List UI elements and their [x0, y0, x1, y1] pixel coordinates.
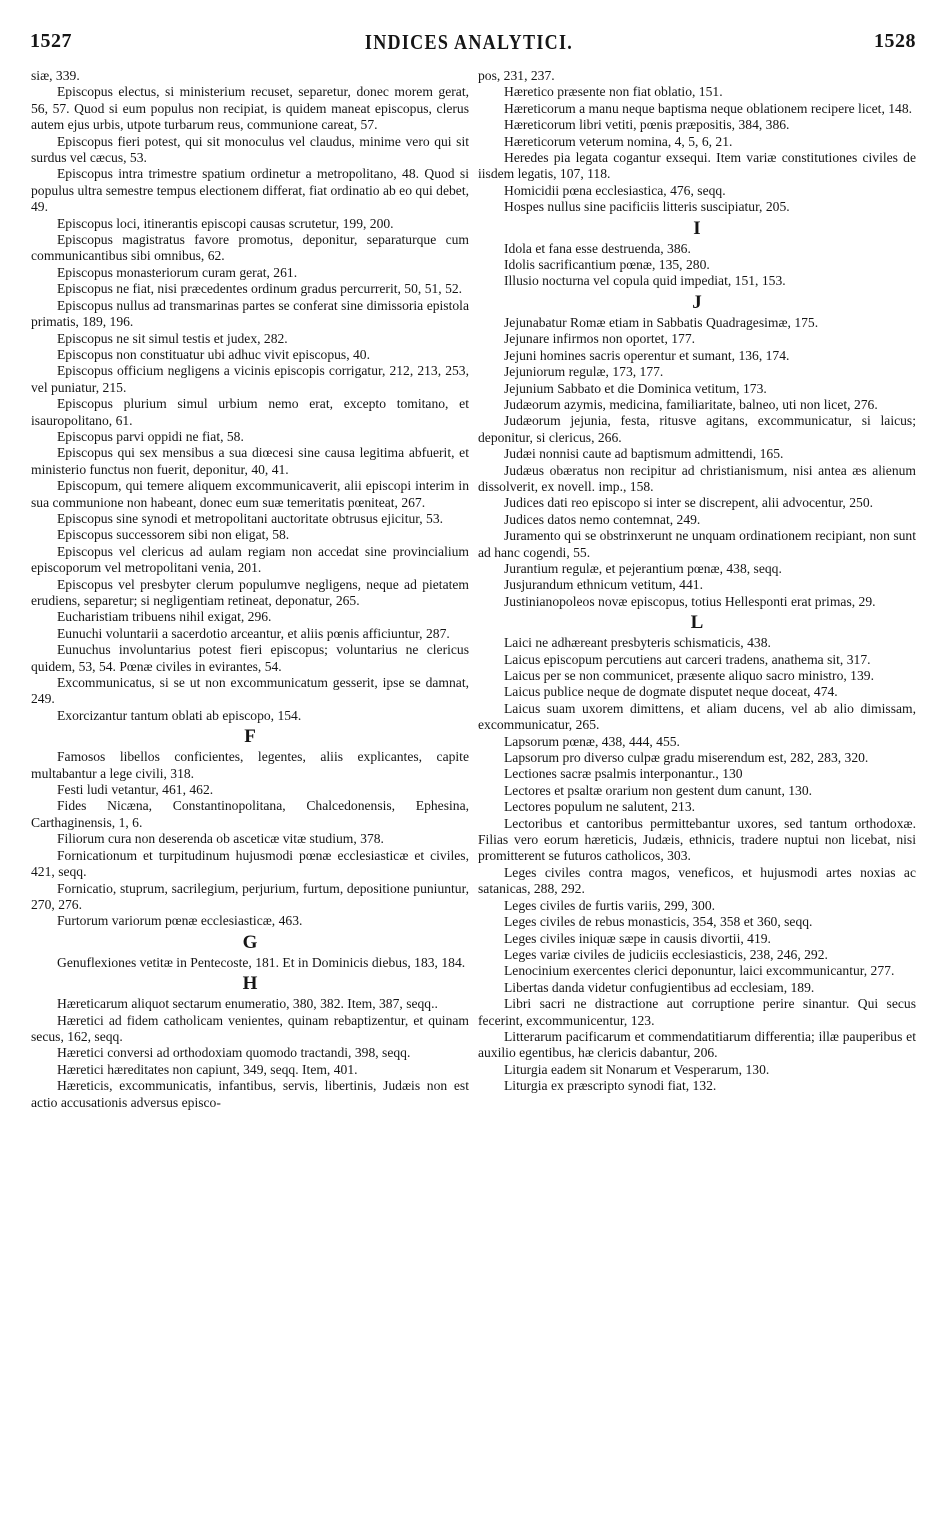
index-entry: Judæus obæratus non recipitur ad christianismum, nisi antea æs alienum dissolverit, ex novell. imp., 158. — [478, 462, 916, 494]
index-entry: Liturgia ex præscripto synodi fiat, 132. — [504, 1078, 717, 1094]
index-entry: Hæreticorum veterum nomina, 4, 5, 6, 21. — [504, 133, 733, 149]
index-entry: Lenocinium exercentes clerici deponuntur, laici excommunicantur, 277. — [504, 963, 895, 979]
index-entry: Episcopus monasteriorum curam gerat, 261. — [57, 264, 298, 280]
index-entry: Libertas danda videtur confugientibus ad ecclesiam, 189. — [504, 979, 815, 995]
index-entry: Hæretici ad fidem catholicam venientes, quinam rebaptizentur, et quinam secus, 162, seqq. — [31, 1012, 469, 1044]
index-entry: Laicus episcopum percutiens aut carceri tradens, anathema sit, 317. — [504, 651, 871, 667]
index-entry: Laici ne adhæreant presbyteris schismaticis, 438. — [504, 635, 771, 651]
index-entry: Idolis sacrificantium pœnæ, 135, 280. — [504, 257, 710, 273]
index-entry: Hæreticarum aliquot sectarum enumeratio, 380, 382. Item, 387, seqq.. — [57, 996, 438, 1012]
index-entry: Hæretici hæreditates non capiunt, 349, seqq. Item, 401. — [57, 1061, 358, 1077]
index-entry: Hospes nullus sine pacificiis litteris suscipiatur, 205. — [504, 199, 790, 215]
index-entry: Lapsorum pœnæ, 438, 444, 455. — [504, 733, 680, 749]
index-entry: Leges civiles contra magos, veneficos, et hujusmodi artes noxias ac satanicas, 288, 292. — [478, 864, 916, 897]
index-entry: Filiorum cura non deserenda ob asceticæ vitæ studium, 378. — [57, 831, 384, 847]
index-entry: Hæreticorum a manu neque baptisma neque oblationem recipere licet, 148. — [504, 100, 913, 116]
index-entry: Idola et fana esse destruenda, 386. — [504, 240, 691, 256]
index-entry: Judices datos nemo contemnat, 249. — [504, 511, 701, 527]
section-letter: I — [693, 217, 701, 239]
index-entry: Fides Nicæna, Constantinopolitana, Chalcedonensis, Ephesina, Carthaginensis, 1, 6. — [31, 798, 469, 830]
index-entry: Furtorum variorum pœnæ ecclesiasticæ, 463. — [57, 913, 303, 929]
index-entry: Jurantium regulæ, et pejerantium pœnæ, 438, seqq. — [504, 560, 782, 576]
index-entry: Famosos libellos conficientes, legentes, aliis explicantes, capite multabantur a lege civili, 318. — [31, 749, 469, 781]
index-entry: Libri sacri ne distractione aut corruptione perire sinantur. Qui secus fecerint, excommunicentur, 123. — [478, 996, 916, 1028]
index-entry: Illusio nocturna vel copula quid impediat, 151, 153. — [504, 273, 786, 289]
index-entry: Lapsorum pro diverso culpæ gradu miserendum est, 282, 283, 320. — [504, 750, 869, 766]
index-entry: siæ, 339. — [31, 68, 80, 83]
index-entry: Episcopus non constituatur ubi adhuc vivit episcopus, 40. — [57, 346, 370, 362]
index-entry: pos, 231, 237. — [478, 68, 555, 83]
section-letter: L — [690, 612, 704, 634]
index-entry: Juramento qui se obstrinxerunt ne unquam ordinationem recipiant, non sunt ad hanc cogendi, 55. — [478, 528, 916, 560]
index-entry: Episcopus sine synodi et metropolitani auctoritate obtrusus ejicitur, 53. — [57, 510, 444, 526]
index-entry: Genuflexiones vetitæ in Pentecoste, 181. Et in Dominicis diebus, 183, 184. — [57, 954, 466, 970]
index-entry: Lectores et psaltæ orarium non gestent dum canunt, 130. — [504, 782, 813, 798]
index-entry: Jusjurandum ethnicum vetitum, 441. — [504, 577, 703, 593]
index-entry: Festi ludi vetantur, 461, 462. — [57, 782, 214, 798]
index-entry: Jejunare infirmos non oportet, 177. — [504, 331, 696, 347]
page-header — [0, 30, 938, 60]
index-entry: Eunuchi voluntarii a sacerdotio arceantur, et aliis pœnis afficiuntur, 287. — [57, 625, 450, 641]
index-entry: Episcopus vel clericus ad aulam regiam non accedat sine provincialium episcoporum vel metropolitani venia, 201. — [31, 543, 469, 576]
index-entry: Litterarum pacificarum et commendatitiarum differentia; illæ pauperibus et auxilio egentibus, hæ clericis dabantur, 206. — [478, 1028, 916, 1061]
section-letter: G — [242, 931, 258, 953]
index-entry: Episcopus nullus ad transmarinas partes se conferat sine dimissoria epistola primatis, 189, 196. — [31, 297, 469, 330]
index-entry: Justinianopoleos novæ episcopus, totius Hellesponti erat primas, 29. — [504, 593, 876, 609]
index-entry: Episcopus plurium simul urbium nemo erat, excepto tomitano, et isauropolitano, 61. — [31, 396, 469, 428]
index-entry: Laicus per se non communicet, præsente aliquo sacro ministro, 139. — [504, 668, 874, 683]
index-entry: Judices dati reo episcopo si inter se discrepent, alii advocentur, 250. — [504, 495, 874, 511]
index-entry: Laicus suam uxorem dimittens, et aliam ducens, vel ab alio dimissam, excommunicatur, 265. — [478, 700, 916, 733]
index-entry: Fornicationum et turpitudinum hujusmodi pœnæ ecclesiasticæ et civiles, 421, seqq. — [31, 847, 469, 880]
index-entry: Jejunium Sabbato et die Dominica vetitum, 173. — [504, 380, 767, 396]
index-entry: Episcopus officium negligens a vicinis episcopis corrigatur, 212, 213, 253, vel puniatur, 215. — [31, 363, 469, 395]
index-entry: Episcopus magistratus favore promotus, deponitur, separaturque cum communicantibus sibi omnibus, 62. — [31, 232, 469, 264]
index-entry: Episcopus vel presbyter clerum populumve negligens, neque ad pietatem erudiens, separetur; si negligentiam retineat, deponatur, 265. — [31, 576, 469, 608]
index-entry: Fornicatio, stuprum, sacrilegium, perjurium, furtum, depositione puniuntur, 270, 276. — [31, 880, 469, 912]
index-entry: Homicidii pœna ecclesiastica, 476, seqq. — [504, 182, 726, 198]
index-entry: Leges civiles de rebus monasticis, 354, 358 et 360, seqq. — [504, 914, 813, 930]
index-entry: Leges civiles de furtis variis, 299, 300. — [504, 897, 716, 913]
left-column — [31, 68, 469, 1540]
left-page-number: 1527 — [30, 30, 72, 52]
index-entry: Hæreticis, excommunicatis, infantibus, servis, libertinis, Judæis non est actio accusationis adversus episco- — [31, 1078, 469, 1110]
index-entry: Episcopus electus, si ministerium recuset, separetur, donec morem gerat, 56, 57. Quod si eum populus non recipiat, is quidem maneat episcopus, clerus autem ejus urbis, utpote turbarum reus, communione careat, 57. — [31, 84, 469, 133]
running-title: INDICES ANALYTICI. — [364, 30, 574, 54]
index-entry: Lectores populum ne salutent, 213. — [504, 799, 696, 815]
index-entry: Lectoribus et cantoribus permittebantur uxores, sed tantum orthodoxæ. Filias vero eorum hæreticis, Judæis, ethnicis, tradere nuptui non licebat, nisi promitterent se futuros catholicos, 303. — [478, 815, 916, 864]
index-entry: Leges variæ civiles de judiciis ecclesiasticis, 238, 246, 292. — [504, 946, 828, 962]
right-column — [478, 68, 916, 1540]
index-entry: Episcopus parvi oppidi ne fiat, 58. — [57, 428, 244, 444]
index-entry: Hæretico præsente non fiat oblatio, 151. — [504, 84, 723, 100]
index-entry: Judæi nonnisi caute ad baptismum admittendi, 165. — [504, 446, 784, 462]
index-entry: Laicus publice neque de dogmate disputet neque doceat, 474. — [504, 684, 838, 700]
index-entry: Leges civiles iniquæ sæpe in causis divortii, 419. — [504, 930, 771, 946]
index-entry: Episcopum, qui temere aliquem excommunicaverit, alii episcopi interim in sua communione non habeant, donec eum suæ temeritatis pœniteat, 267. — [31, 478, 469, 510]
index-entry: Episcopus intra trimestre spatium ordinetur a metropolitano, 48. Quod si populus ultra semestre tempus electionem differat, fiat ordinatio ab eo qui debet, 49. — [31, 166, 469, 215]
index-entry: Judæorum jejunia, festa, ritusve agitans, excommunicatur, si laicus; deponitur, si clericus, 266. — [478, 413, 916, 445]
index-entry: Lectiones sacræ psalmis interponantur., 130 — [504, 766, 743, 782]
index-entry: Hæreticorum libri vetiti, pœnis præpositis, 384, 386. — [504, 117, 790, 133]
index-entry: Episcopus loci, itinerantis episcopi causas scrutetur, 199, 200. — [57, 215, 394, 231]
index-entry: Episcopus successorem sibi non eligat, 58. — [57, 527, 290, 543]
index-entry: Heredes pia legata cogantur exsequi. Item variæ constitutiones civiles de iisdem legatis, 107, 118. — [478, 150, 916, 182]
index-entry: Episcopus fieri potest, qui sit monoculus vel claudus, minime vero qui sit surdus vel cæcus, 53. — [31, 133, 469, 166]
index-entry: Eunuchus involuntarius potest fieri episcopus; voluntarius ne clericus quidem, 53, 54. Pœnæ civiles in evirantes, 54. — [31, 642, 469, 674]
section-letter: H — [242, 973, 258, 995]
section-letter: J — [692, 291, 702, 313]
index-entry: Jejuniorum regulæ, 173, 177. — [504, 364, 664, 380]
index-entry: Jejunabatur Romæ etiam in Sabbatis Quadragesimæ, 175. — [504, 314, 819, 330]
index-entry: Episcopus ne fiat, nisi præcedentes ordinum gradus percurrerit, 50, 51, 52. — [57, 281, 463, 297]
right-page-number: 1528 — [874, 30, 916, 52]
index-entry: Jejuni homines sacris operentur et sumant, 136, 174. — [504, 347, 790, 363]
index-entry: Episcopus ne sit simul testis et judex, 282. — [57, 330, 288, 346]
index-entry: Episcopus qui sex mensibus a sua diœcesi sine causa legitima abfuerit, et ministerio functus non fuerit, deponitur, 40, 41. — [31, 445, 469, 477]
index-entry: Hæretici conversi ad orthodoxiam quomodo tractandi, 398, seqq. — [57, 1045, 411, 1061]
section-letter: F — [244, 726, 256, 748]
index-entry: Eucharistiam tribuens nihil exigat, 296. — [57, 609, 272, 625]
index-entry: Judæorum azymis, medicina, familiaritate, balneo, uti non licet, 276. — [504, 396, 878, 412]
index-entry: Liturgia eadem sit Nonarum et Vesperarum, 130. — [504, 1061, 770, 1077]
index-entry: Excommunicatus, si se ut non excommunicatum gesserit, ipse se damnat, 249. — [31, 675, 469, 707]
index-entry: Exorcizantur tantum oblati ab episcopo, 154. — [57, 707, 302, 723]
